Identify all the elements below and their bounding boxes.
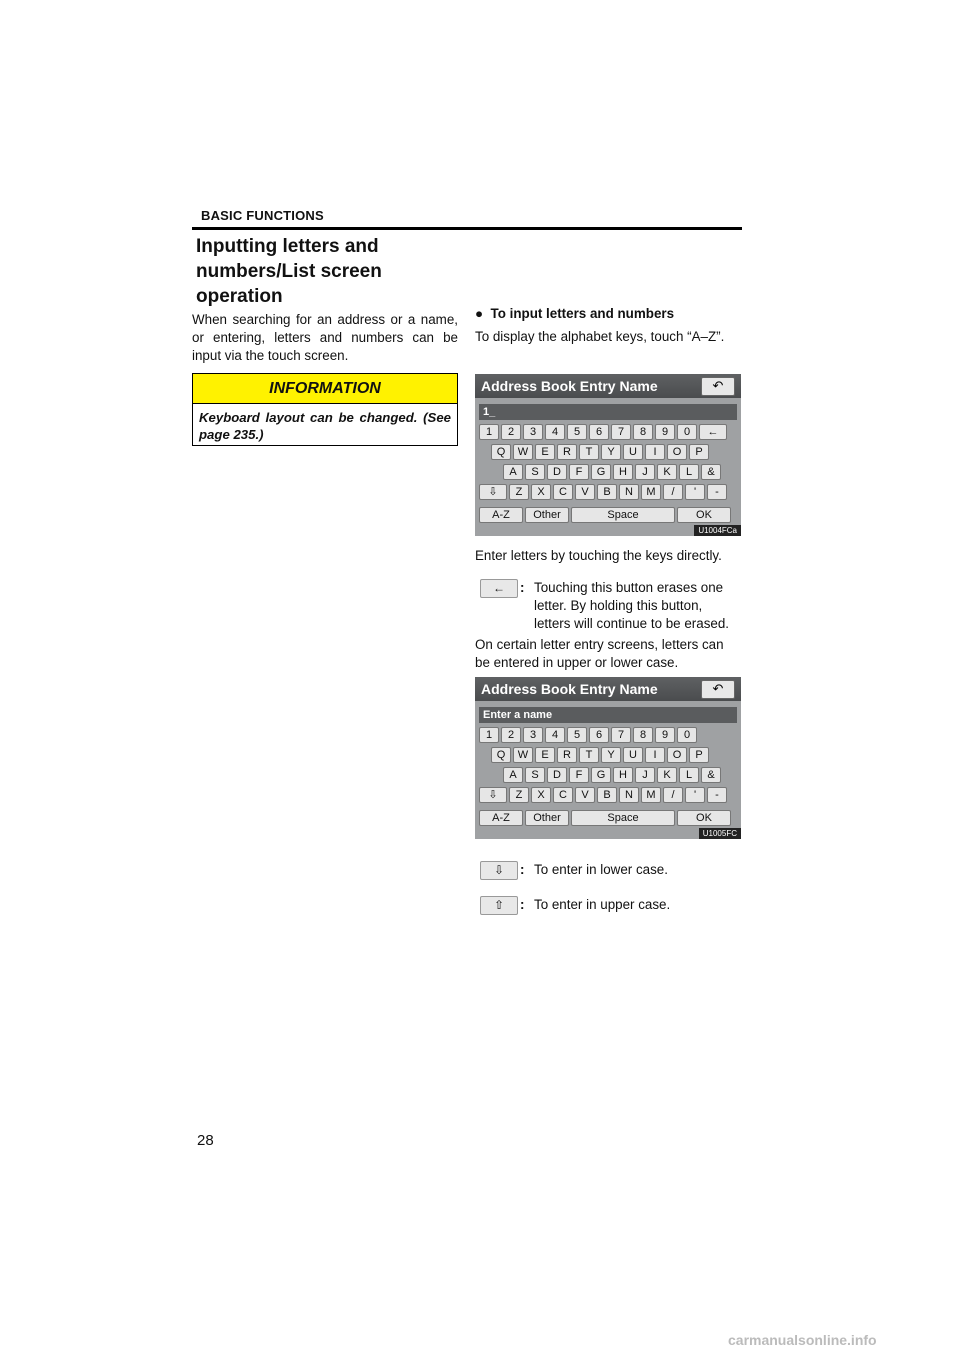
key-row-asdf	[503, 767, 721, 783]
information-heading: INFORMATION	[193, 374, 457, 404]
key[interactable]: B	[597, 484, 617, 500]
key[interactable]: &	[701, 464, 721, 480]
information-box	[192, 373, 458, 446]
lower-case-legend	[475, 861, 741, 881]
erase-legend	[475, 579, 741, 633]
key[interactable]: W	[513, 444, 533, 460]
watermark: carmanualsonline.info	[728, 1332, 877, 1348]
key[interactable]: P	[689, 444, 709, 460]
shift-down-key[interactable]: ⇩	[479, 484, 507, 500]
title-line-3: operation	[196, 286, 283, 307]
back-icon[interactable]: ↶	[701, 377, 735, 396]
key[interactable]: -	[707, 787, 727, 803]
key[interactable]: '	[685, 787, 705, 803]
entry-field[interactable]: Enter a name	[479, 707, 737, 723]
key[interactable]: 6	[589, 424, 609, 440]
key[interactable]: D	[547, 767, 567, 783]
key[interactable]: Y	[601, 747, 621, 763]
space-button[interactable]: Space	[571, 810, 675, 826]
key[interactable]: 5	[567, 727, 587, 743]
key[interactable]: W	[513, 747, 533, 763]
screen-title: Address Book Entry Name	[475, 677, 741, 701]
other-button[interactable]: Other	[525, 810, 569, 826]
az-button[interactable]: A-Z	[479, 507, 523, 523]
key[interactable]: 0	[677, 727, 697, 743]
key[interactable]: U	[623, 747, 643, 763]
key[interactable]: T	[579, 444, 599, 460]
key[interactable]: O	[667, 444, 687, 460]
key[interactable]: 2	[501, 424, 521, 440]
shift-up-icon: ⇧	[480, 896, 518, 915]
information-body: Keyboard layout can be changed. (See page 235.)	[199, 410, 451, 442]
key[interactable]: V	[575, 787, 595, 803]
key[interactable]: 0	[677, 424, 697, 440]
keyboard-screen-1	[475, 374, 741, 536]
shift-down-icon: ⇩	[480, 861, 518, 880]
key[interactable]: K	[657, 464, 677, 480]
key[interactable]: A	[503, 464, 523, 480]
key[interactable]: S	[525, 767, 545, 783]
title-line-2: numbers/List screen	[196, 261, 382, 282]
legend-colon: :	[520, 580, 525, 595]
page-number: 28	[197, 1132, 214, 1149]
key[interactable]: L	[679, 767, 699, 783]
key[interactable]: 9	[655, 424, 675, 440]
key[interactable]: &	[701, 767, 721, 783]
key[interactable]: 3	[523, 727, 543, 743]
instruction-az: To display the alphabet keys, touch “A–Z”.	[475, 329, 725, 344]
key[interactable]: 1	[479, 424, 499, 440]
key[interactable]: T	[579, 747, 599, 763]
back-icon[interactable]: ↶	[701, 680, 735, 699]
key[interactable]: 9	[655, 727, 675, 743]
key[interactable]: Y	[601, 444, 621, 460]
key-row-numbers	[479, 727, 697, 743]
keyboard-screen-2	[475, 677, 741, 839]
key[interactable]: F	[569, 464, 589, 480]
key[interactable]: P	[689, 747, 709, 763]
key-row-bottom	[479, 810, 731, 826]
key[interactable]: R	[557, 747, 577, 763]
lower-case-description: To enter in lower case.	[534, 862, 668, 877]
upper-case-description: To enter in upper case.	[534, 897, 671, 912]
key[interactable]: N	[619, 787, 639, 803]
legend-colon: :	[520, 897, 525, 912]
key[interactable]: /	[663, 787, 683, 803]
screen-title: Address Book Entry Name	[475, 374, 741, 398]
key[interactable]: M	[641, 484, 661, 500]
key-row-numbers	[479, 424, 727, 440]
key[interactable]: X	[531, 484, 551, 500]
key[interactable]: B	[597, 787, 617, 803]
key[interactable]: N	[619, 484, 639, 500]
key[interactable]: G	[591, 767, 611, 783]
erase-description: Touching this button erases one letter. By holding this button, letters will continue to be erased.	[534, 580, 730, 631]
key[interactable]: A	[503, 767, 523, 783]
key[interactable]: Q	[491, 747, 511, 763]
key[interactable]: I	[645, 444, 665, 460]
upper-case-legend	[475, 896, 741, 916]
bullet-icon: ●	[475, 306, 491, 321]
key[interactable]: Q	[491, 444, 511, 460]
upper-lower-text: On certain letter entry screens, letters can be entered in upper or lower case.	[475, 637, 724, 670]
key[interactable]: I	[645, 747, 665, 763]
key[interactable]: L	[679, 464, 699, 480]
key[interactable]: G	[591, 464, 611, 480]
page-title	[196, 234, 496, 309]
backspace-icon: ←	[480, 579, 518, 598]
key-row-qwerty	[491, 747, 709, 763]
backspace-key[interactable]: ←	[699, 424, 727, 440]
key[interactable]: 4	[545, 424, 565, 440]
key[interactable]: C	[553, 484, 573, 500]
key-row-zxcv	[479, 787, 727, 803]
key[interactable]: E	[535, 747, 555, 763]
key[interactable]: Z	[509, 484, 529, 500]
key[interactable]: R	[557, 444, 577, 460]
key[interactable]: D	[547, 464, 567, 480]
key[interactable]: 6	[589, 727, 609, 743]
enter-directly-text: Enter letters by touching the keys directly.	[475, 548, 722, 563]
key[interactable]: F	[569, 767, 589, 783]
bullet-heading-text: To input letters and numbers	[490, 306, 675, 321]
key[interactable]: C	[553, 787, 573, 803]
key[interactable]: V	[575, 484, 595, 500]
figure-code: U1005FC	[699, 828, 741, 839]
key-row-bottom	[479, 507, 731, 523]
key[interactable]: O	[667, 747, 687, 763]
ok-button[interactable]: OK	[677, 810, 731, 826]
key[interactable]: 2	[501, 727, 521, 743]
key[interactable]: 1	[479, 727, 499, 743]
space-button[interactable]: Space	[571, 507, 675, 523]
figure-code: U1004FCa	[694, 525, 741, 536]
bullet-heading	[475, 305, 741, 323]
key[interactable]: H	[613, 767, 633, 783]
key[interactable]: -	[707, 484, 727, 500]
key[interactable]: 4	[545, 727, 565, 743]
key[interactable]: M	[641, 787, 661, 803]
intro-paragraph: When searching for an address or a name, or entering, letters and numbers can be input via the touch screen.	[192, 312, 458, 363]
key-row-qwerty	[491, 444, 709, 460]
key[interactable]: K	[657, 767, 677, 783]
key[interactable]: 7	[611, 727, 631, 743]
key[interactable]: H	[613, 464, 633, 480]
key[interactable]: 8	[633, 727, 653, 743]
key[interactable]: J	[635, 767, 655, 783]
title-line-1: Inputting letters and	[196, 236, 379, 257]
az-button[interactable]: A-Z	[479, 810, 523, 826]
key[interactable]: S	[525, 464, 545, 480]
key[interactable]: '	[685, 484, 705, 500]
key[interactable]: J	[635, 464, 655, 480]
ok-button[interactable]: OK	[677, 507, 731, 523]
key[interactable]: Z	[509, 787, 529, 803]
key[interactable]: U	[623, 444, 643, 460]
other-button[interactable]: Other	[525, 507, 569, 523]
legend-colon: :	[520, 862, 525, 877]
key[interactable]: 5	[567, 424, 587, 440]
key-row-asdf	[503, 464, 721, 480]
section-header: BASIC FUNCTIONS	[201, 208, 324, 223]
key[interactable]: 7	[611, 424, 631, 440]
key-row-zxcv	[479, 484, 727, 500]
entry-field[interactable]: 1_	[479, 404, 737, 420]
key[interactable]: 3	[523, 424, 543, 440]
header-rule	[192, 227, 742, 230]
key[interactable]: X	[531, 787, 551, 803]
key[interactable]: E	[535, 444, 555, 460]
key[interactable]: 8	[633, 424, 653, 440]
key[interactable]: /	[663, 484, 683, 500]
shift-down-key[interactable]: ⇩	[479, 787, 507, 803]
